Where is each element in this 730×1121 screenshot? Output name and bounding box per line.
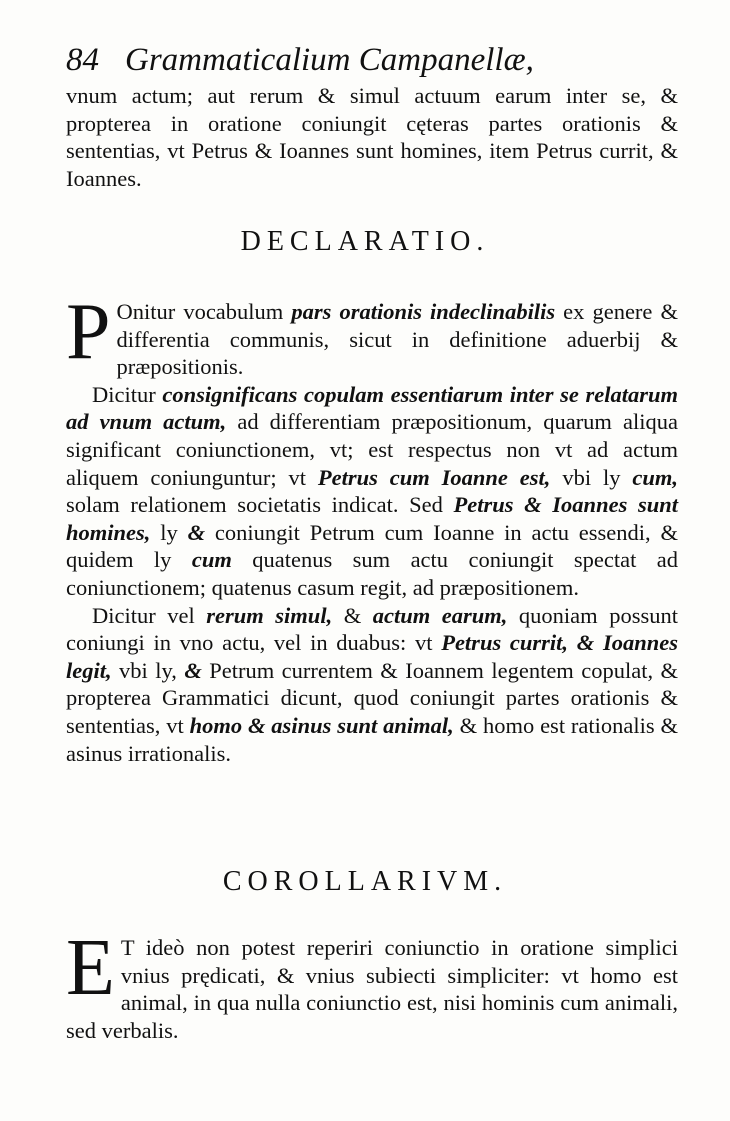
heading-corollarium: COROLLARIVM. — [222, 866, 508, 897]
text-run: coniungit Petrum cum Ioanne in actu essendi, & quidem ly — [66, 519, 678, 573]
text-run: & homo est rationalis & asinus irrationalis. — [66, 712, 679, 766]
text-run: ad differentiam præpositionum, quarum aliqua significant coniunctionem, vt; est respectus non vt ad actum aliquem coniunguntur; vt — [66, 409, 678, 490]
corollarium-body — [66, 924, 678, 1044]
italic-term: pars orationis indeclinabilis — [291, 299, 556, 324]
running-title: Grammaticalium Campanellæ, — [125, 42, 534, 78]
declaratio-paragraph-3 — [66, 602, 678, 768]
intro-paragraph — [66, 82, 678, 192]
text-run: ly — [150, 519, 188, 545]
running-head — [66, 40, 686, 80]
italic-term: cum, — [632, 464, 678, 490]
text-run: T ideò non potest reperiri coniunctio in oratione simplici vnius prędicati, & vnius subiecti simpliciter: vt homo est animal, in qua nulla coniunctio est, nisi hominis cum animali, sed verbalis. — [66, 935, 678, 1043]
italic-term: actum earum, — [372, 602, 508, 628]
italic-example: Petrus cum Ioanne est, — [317, 464, 551, 490]
drop-cap-e: E — [66, 924, 115, 1012]
italic-example: Petrus currit, & Ioannes legit, — [66, 630, 678, 683]
text-run: Dicitur vel — [92, 602, 207, 628]
declaratio-paragraph-1 — [66, 288, 678, 381]
corollarium-paragraph — [66, 924, 678, 1044]
declaratio-body — [66, 288, 679, 767]
text-run: quoniam possunt coniungi in vno actu, vel in duabus: vt — [66, 602, 678, 656]
heading-declaratio: DECLARATIO. — [240, 226, 490, 257]
page-number: 84 — [66, 42, 99, 78]
italic-term: consignificans copulam essentiarum inter se relatarum ad vnum actum, — [66, 381, 678, 435]
intro-text: vnum actum; aut rerum & simul actuum earum inter se, & propterea in oratione coniungit cęteras partes orationis & sententias, vt Petrus & Ioannes sunt homines, item Petrus currit, & Ioannes. — [66, 83, 678, 191]
text-run: Onitur vocabulum — [116, 299, 292, 324]
italic-term: rerum simul, — [206, 602, 333, 628]
text-run: vbi ly, — [111, 657, 185, 683]
text-run: Petrum currentem & Ioannem legentem copulat, & propterea Grammatici dicunt, quod coniungit partes orationis & sententias, vt — [66, 657, 678, 738]
text-run: vbi ly — [550, 464, 633, 490]
italic-term: cum — [191, 547, 232, 573]
text-run: solam relationem societatis indicat. Sed — [66, 492, 454, 518]
italic-example: homo & asinus sunt animal, — [189, 712, 454, 738]
drop-cap-p: P — [66, 288, 111, 376]
text-run: Dicitur — [92, 381, 163, 407]
italic-term: & — [184, 657, 202, 683]
text-run: ex genere & differentia communis, sicut in definitione aduerbij & præpositionis. — [116, 299, 678, 380]
text-run: & — [332, 602, 373, 628]
text-run: quatenus sum actu coniungit spectat ad coniunctionem; quatenus casum regit, ad præpositionem. — [66, 547, 678, 600]
italic-term: & — [187, 519, 206, 545]
declaratio-paragraph-2 — [66, 381, 678, 602]
italic-example: Petrus & Ioannes sunt homines, — [66, 492, 678, 545]
